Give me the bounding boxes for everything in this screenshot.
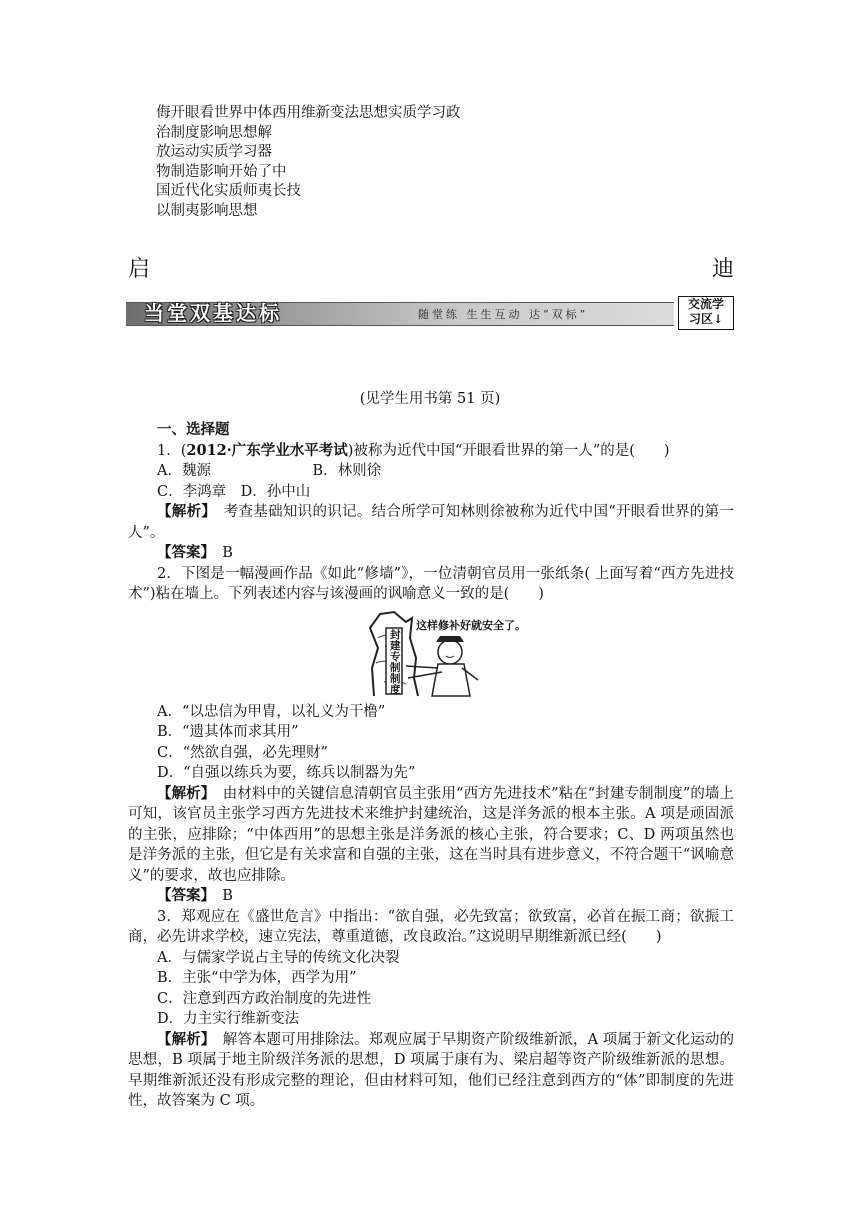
section-banner	[126, 296, 734, 330]
banner-slogan: 随堂练 生生互动 达“双标”	[418, 308, 589, 321]
q1-options-line: C．李鸿章 D．孙中山	[157, 483, 311, 500]
q1-answer: 【答案】 B	[157, 544, 233, 561]
q2-option: C．“然欲自强，必先理财”	[157, 744, 328, 761]
q2-analysis: 【解析】 由材料中的关键信息清朝官员主张用“西方先进技术”粘在“封建专制制度”的墙上可知，该官员主张学习西方先进技术来维护封建统治，这是洋务派的根本主张。A 项是顽固派的主张，应排除；“中体西用”的思想主张是洋务派的核心主张，符合要求；C、D 两项虽然也是洋务派的主张，但它是有关求富和自强的主张，这在当时具有进步意义，不符合题干“讽喻意义”的要求，故也应排除。	[128, 784, 735, 884]
q1-options-line: A．魏源 B．林则徐	[157, 463, 382, 479]
q3-option: A．与儒家学说占主导的传统文化决裂	[157, 949, 400, 966]
q3-analysis: 【解析】 解答本题可用排除法。郑观应属于早期资产阶级维新派，A 项属于新文化运动的思想，B 项属于地主阶级洋务派的思想，D 项属于康有为、梁启超等资产阶级维新派的思想。早期维新派还没有形成完整的理论，但由材料可知，他们已经注意到西方的“体”即制度的先进性，故答案为 C 项。	[128, 1030, 735, 1109]
q3-stem: 3．郑观应在《盛世危言》中指出：“欲自强，必先致富；欲致富，必首在振工商；欲振工商，必先讲求学校，速立宪法，尊重道德，改良政治。”这说明早期维新派已经( )	[128, 908, 734, 945]
outline-line: 以制夷影响思想	[156, 202, 258, 219]
q2-stem: 2．下图是一幅漫画作品《如此“修墙”》，一位清朝官员用一张纸条( 上面写着“西方先进技术”)粘在墙上。下列表述内容与该漫画的讽喻意义一致的是( )	[128, 565, 734, 602]
cartoon-caption: 这样修补好就安全了。	[416, 616, 526, 637]
exercise-content	[128, 420, 734, 1112]
q2-option: B．“遗其体而求其用”	[157, 724, 299, 740]
outline-line: 国近代化实质师夷长技	[156, 183, 301, 200]
cartoon-image	[366, 608, 566, 700]
qidi-left-char: 启	[128, 257, 151, 282]
q3-option: B．主张“中学为体，西学为用”	[157, 970, 357, 986]
q3-option: C．注意到西方政治制度的先进性	[157, 990, 372, 1007]
box-line-1: 交流学	[687, 297, 724, 311]
box-line-2: 习区↓	[688, 312, 724, 326]
outline-line: 物制造影响开始了中	[156, 163, 287, 180]
q2-option: A．“以忠信为甲胄，以礼义为干橹”	[157, 703, 386, 720]
outline-line: 侮开眼看世界中体西用维新变法思想实质学习政	[156, 105, 461, 121]
q2-answer: 【答案】 B	[157, 887, 233, 904]
outline-line: 治制度影响思想解	[156, 124, 272, 141]
section-title: 一、选择题	[157, 421, 230, 438]
page-reference: (见学生用书第 51 页)	[359, 391, 501, 407]
banner-title: 当堂双基达标	[144, 301, 282, 325]
knowledge-outline	[156, 104, 461, 222]
q3-option: D．力主实行维新变法	[157, 1011, 300, 1027]
cartoon-wall-text: 封建专制制度	[390, 628, 401, 696]
qidi-right-char: 迪	[711, 257, 734, 282]
outline-line: 放运动实质学习器	[156, 144, 272, 161]
exchange-area-box[interactable]	[678, 296, 734, 330]
q1-analysis: 【解析】 考查基础知识的识记。结合所学可知林则徐被称为近代中国“开眼看世界的第一人”。	[128, 503, 734, 541]
q1-source: 2012·广东学业水平考试	[186, 441, 348, 459]
q2-option: D．“自强以练兵为要，练兵以制器为先”	[157, 765, 416, 781]
q1-stem: 1．(2012·广东学业水平考试)被称为近代中国“开眼看世界的第一人”的是( )	[157, 441, 670, 459]
